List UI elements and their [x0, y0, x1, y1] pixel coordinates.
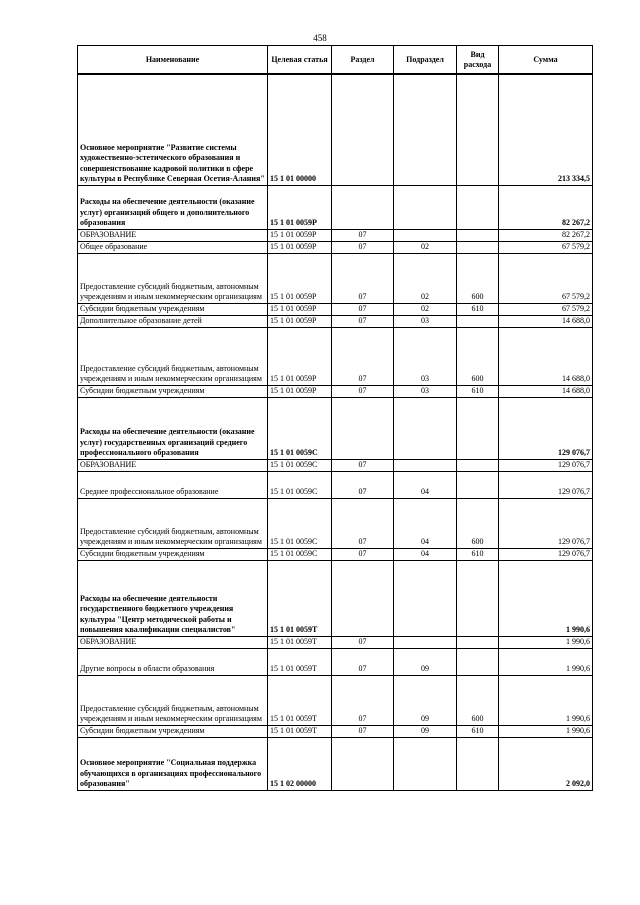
- cell-target-item: 15 1 01 0059Р: [268, 229, 332, 241]
- cell-name: Расходы на обеспечение деятельности (оказание услуг) государственных организаций среднего профессионального образования: [78, 397, 268, 459]
- cell-amount: 129 076,7: [499, 498, 593, 548]
- page-number: 458: [313, 33, 327, 43]
- cell-amount: 1 990,6: [499, 560, 593, 636]
- cell-amount: 213 334,5: [499, 74, 593, 185]
- cell-subsection: [394, 560, 457, 636]
- cell-expense-type: [457, 737, 499, 790]
- cell-name: Предоставление субсидий бюджетным, автономным учреждениям и иным некоммерческим организациям: [78, 498, 268, 548]
- cell-subsection: [394, 229, 457, 241]
- cell-section: 07: [332, 548, 394, 560]
- cell-subsection: 03: [394, 315, 457, 327]
- table-row: [78, 229, 593, 241]
- cell-amount: 1 990,6: [499, 725, 593, 737]
- cell-amount: 129 076,7: [499, 397, 593, 459]
- cell-amount: 67 579,2: [499, 303, 593, 315]
- cell-section: 07: [332, 636, 394, 648]
- cell-amount: 67 579,2: [499, 253, 593, 303]
- table-row: [78, 459, 593, 471]
- table-row: [78, 498, 593, 548]
- cell-name: Субсидии бюджетным учреждениям: [78, 725, 268, 737]
- cell-name: ОБРАЗОВАНИЕ: [78, 636, 268, 648]
- cell-section: 07: [332, 253, 394, 303]
- table-row: [78, 315, 593, 327]
- cell-subsection: 03: [394, 385, 457, 397]
- table-body: [78, 74, 593, 790]
- cell-name: Другие вопросы в области образования: [78, 648, 268, 675]
- cell-target-item: 15 1 01 0059С: [268, 471, 332, 498]
- cell-target-item: 15 1 01 0059Р: [268, 315, 332, 327]
- cell-name: Предоставление субсидий бюджетным, автономным учреждениям и иным некоммерческим организациям: [78, 327, 268, 385]
- cell-section: 07: [332, 471, 394, 498]
- cell-subsection: [394, 459, 457, 471]
- cell-section: [332, 737, 394, 790]
- table-row: [78, 303, 593, 315]
- cell-subsection: 03: [394, 327, 457, 385]
- cell-expense-type: [457, 229, 499, 241]
- cell-target-item: 15 1 01 0059Т: [268, 636, 332, 648]
- cell-name: Предоставление субсидий бюджетным, автономным учреждениям и иным некоммерческим организациям: [78, 675, 268, 725]
- header-expense-type: Вид расхода: [457, 46, 499, 75]
- cell-section: 07: [332, 725, 394, 737]
- cell-subsection: 04: [394, 471, 457, 498]
- budget-table: [77, 45, 593, 791]
- cell-section: [332, 397, 394, 459]
- header-subsection: Подраздел: [394, 46, 457, 75]
- table-row: [78, 548, 593, 560]
- cell-name: Основное мероприятие "Социальная поддержка обучающихся в организациях профессионального образования": [78, 737, 268, 790]
- cell-target-item: 15 1 01 0059Т: [268, 675, 332, 725]
- cell-expense-type: 610: [457, 385, 499, 397]
- cell-subsection: [394, 397, 457, 459]
- cell-subsection: 09: [394, 725, 457, 737]
- cell-amount: 82 267,2: [499, 229, 593, 241]
- cell-amount: 129 076,7: [499, 548, 593, 560]
- cell-subsection: 02: [394, 253, 457, 303]
- table-row: [78, 636, 593, 648]
- cell-name: Расходы на обеспечение деятельности (оказание услуг) организаций общего и дополнительного образования: [78, 185, 268, 229]
- table-row: [78, 737, 593, 790]
- cell-target-item: 15 1 01 0059Т: [268, 725, 332, 737]
- cell-amount: 1 990,6: [499, 636, 593, 648]
- cell-section: 07: [332, 241, 394, 253]
- cell-amount: 14 688,0: [499, 315, 593, 327]
- cell-expense-type: 600: [457, 498, 499, 548]
- cell-subsection: [394, 737, 457, 790]
- cell-target-item: 15 1 01 0059Р: [268, 385, 332, 397]
- cell-subsection: 09: [394, 675, 457, 725]
- cell-expense-type: 610: [457, 725, 499, 737]
- cell-expense-type: [457, 241, 499, 253]
- table-header-row: [78, 46, 593, 75]
- cell-name: ОБРАЗОВАНИЕ: [78, 459, 268, 471]
- table-row: [78, 648, 593, 675]
- cell-section: 07: [332, 303, 394, 315]
- cell-name: Субсидии бюджетным учреждениям: [78, 548, 268, 560]
- cell-target-item: 15 1 01 0059С: [268, 498, 332, 548]
- cell-expense-type: 600: [457, 253, 499, 303]
- cell-target-item: 15 1 01 0059С: [268, 459, 332, 471]
- cell-expense-type: [457, 185, 499, 229]
- cell-target-item: 15 1 01 0059Р: [268, 241, 332, 253]
- cell-subsection: 04: [394, 548, 457, 560]
- cell-section: [332, 74, 394, 185]
- cell-name: Субсидии бюджетным учреждениям: [78, 385, 268, 397]
- cell-name: Общее образование: [78, 241, 268, 253]
- cell-section: 07: [332, 648, 394, 675]
- cell-target-item: 15 1 01 0059Т: [268, 560, 332, 636]
- cell-amount: 129 076,7: [499, 459, 593, 471]
- cell-name: ОБРАЗОВАНИЕ: [78, 229, 268, 241]
- cell-expense-type: 600: [457, 327, 499, 385]
- table-row: [78, 397, 593, 459]
- cell-expense-type: [457, 459, 499, 471]
- cell-subsection: 09: [394, 648, 457, 675]
- cell-target-item: 15 1 01 0059Р: [268, 327, 332, 385]
- header-section: Раздел: [332, 46, 394, 75]
- cell-name: Основное мероприятие "Развитие системы художественно-эстетического образования и совершенствование кадровой политики в сфере культуры в Республике Северная Осетия-Алания": [78, 74, 268, 185]
- cell-expense-type: [457, 560, 499, 636]
- cell-subsection: [394, 185, 457, 229]
- table-row: [78, 241, 593, 253]
- cell-subsection: [394, 74, 457, 185]
- cell-expense-type: [457, 471, 499, 498]
- table-row: [78, 185, 593, 229]
- table-row: [78, 385, 593, 397]
- cell-target-item: 15 1 01 0059Р: [268, 185, 332, 229]
- cell-expense-type: [457, 315, 499, 327]
- cell-section: 07: [332, 327, 394, 385]
- cell-amount: 2 092,0: [499, 737, 593, 790]
- cell-target-item: 15 1 01 0059Т: [268, 648, 332, 675]
- header-amount: Сумма: [499, 46, 593, 75]
- cell-section: 07: [332, 315, 394, 327]
- cell-amount: 82 267,2: [499, 185, 593, 229]
- header-name: Наименование: [78, 46, 268, 75]
- cell-target-item: 15 1 02 00000: [268, 737, 332, 790]
- cell-target-item: 15 1 01 0059Р: [268, 303, 332, 315]
- cell-section: 07: [332, 229, 394, 241]
- cell-expense-type: 610: [457, 303, 499, 315]
- table-row: [78, 253, 593, 303]
- cell-target-item: 15 1 01 0059С: [268, 548, 332, 560]
- cell-section: 07: [332, 675, 394, 725]
- cell-amount: 14 688,0: [499, 385, 593, 397]
- cell-expense-type: [457, 397, 499, 459]
- cell-section: 07: [332, 385, 394, 397]
- cell-subsection: [394, 636, 457, 648]
- table-row: [78, 327, 593, 385]
- cell-subsection: 02: [394, 303, 457, 315]
- cell-subsection: 04: [394, 498, 457, 548]
- cell-section: 07: [332, 498, 394, 548]
- table-row: [78, 471, 593, 498]
- cell-amount: 129 076,7: [499, 471, 593, 498]
- table-row: [78, 725, 593, 737]
- header-target-item: Целевая статья: [268, 46, 332, 75]
- cell-section: [332, 185, 394, 229]
- table-row: [78, 675, 593, 725]
- cell-expense-type: [457, 636, 499, 648]
- cell-name: Субсидии бюджетным учреждениям: [78, 303, 268, 315]
- cell-target-item: 15 1 01 0059С: [268, 397, 332, 459]
- cell-name: Расходы на обеспечение деятельности государственного бюджетного учреждения культуры "Центр методической работы и повышения квалификации специалистов": [78, 560, 268, 636]
- table-row: [78, 74, 593, 185]
- cell-name: Среднее профессиональное образование: [78, 471, 268, 498]
- cell-subsection: 02: [394, 241, 457, 253]
- cell-expense-type: 610: [457, 548, 499, 560]
- cell-expense-type: [457, 74, 499, 185]
- cell-name: Предоставление субсидий бюджетным, автономным учреждениям и иным некоммерческим организациям: [78, 253, 268, 303]
- cell-expense-type: 600: [457, 675, 499, 725]
- cell-target-item: 15 1 01 00000: [268, 74, 332, 185]
- cell-section: [332, 560, 394, 636]
- cell-amount: 14 688,0: [499, 327, 593, 385]
- cell-amount: 67 579,2: [499, 241, 593, 253]
- cell-section: 07: [332, 459, 394, 471]
- cell-name: Дополнительное образование детей: [78, 315, 268, 327]
- cell-expense-type: [457, 648, 499, 675]
- table-row: [78, 560, 593, 636]
- cell-target-item: 15 1 01 0059Р: [268, 253, 332, 303]
- cell-amount: 1 990,6: [499, 675, 593, 725]
- cell-amount: 1 990,6: [499, 648, 593, 675]
